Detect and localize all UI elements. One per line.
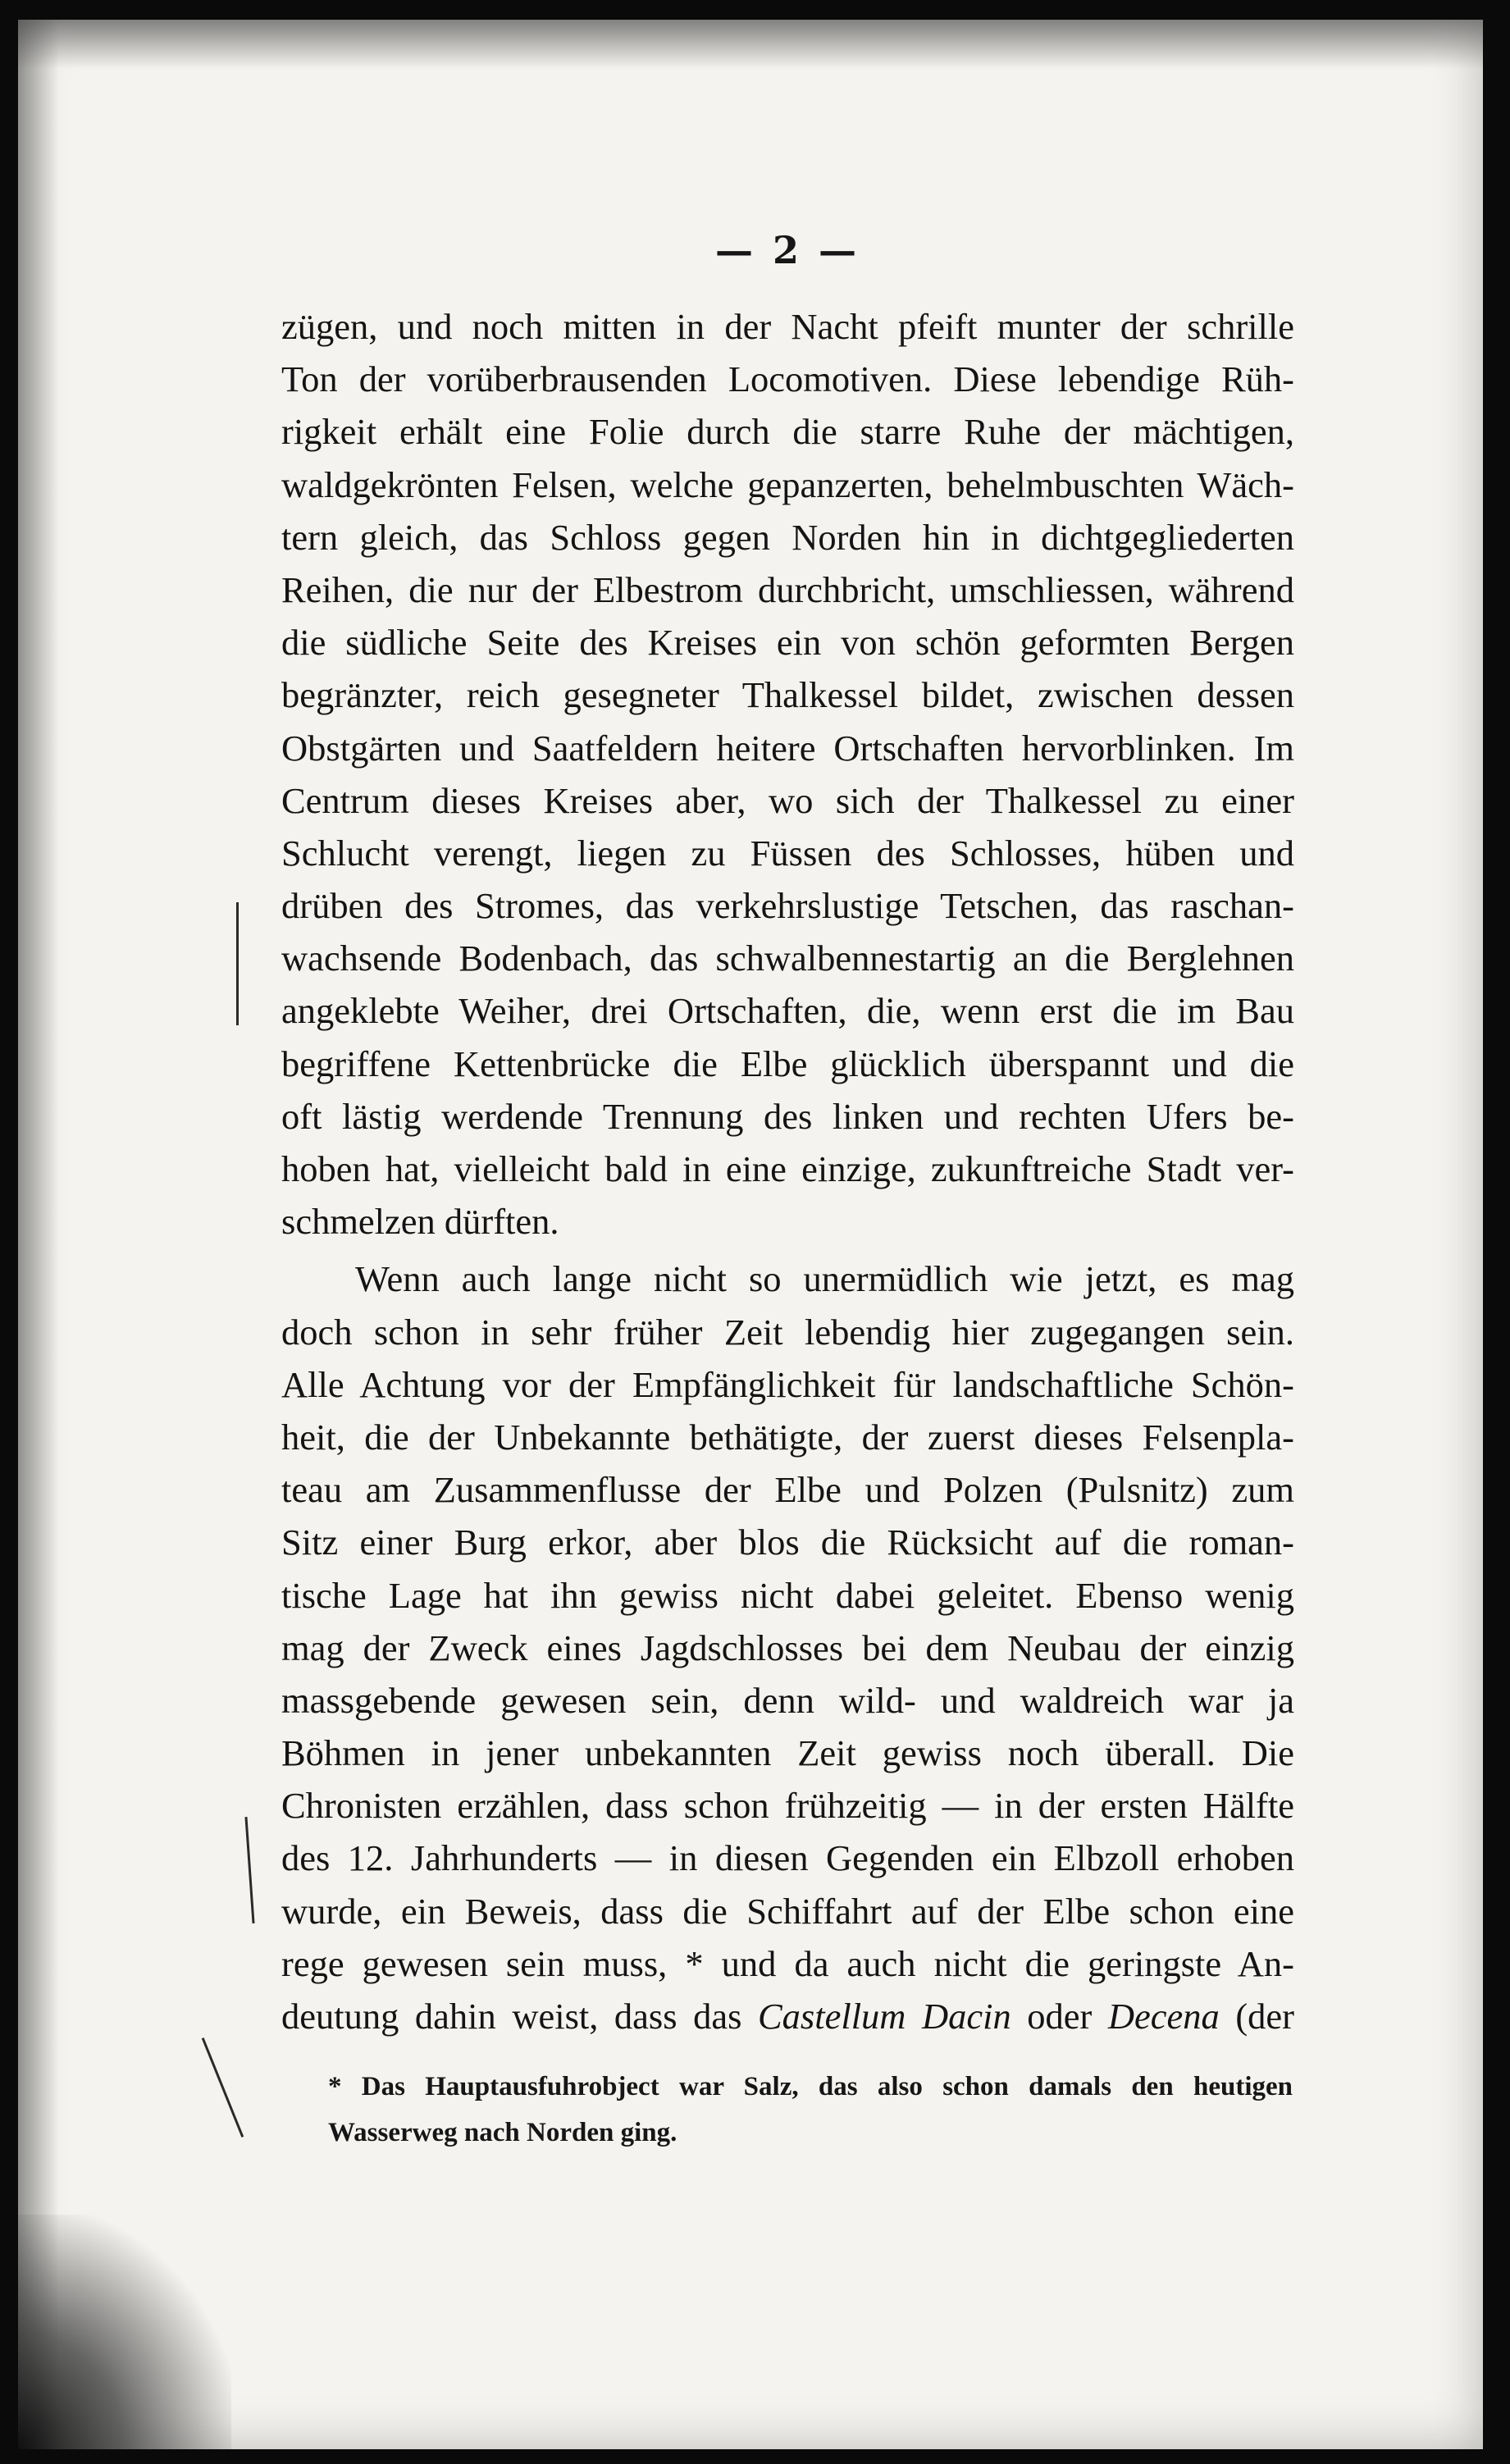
text-line: hoben hat, vielleicht bald in eine einzige, zukunftreiche Stadt ver-	[281, 1148, 1294, 1189]
footnote	[328, 2064, 1293, 2156]
text-line: Centrum dieses Kreises aber, wo sich der Thalkessel zu einer	[281, 779, 1294, 821]
text-line: Schlucht verengt, liegen zu Füssen des Schlosses, hüben und	[281, 832, 1294, 874]
text-line: Reihen, die nur der Elbestrom durchbricht, umschliessen, während	[281, 568, 1294, 610]
text-line: Alle Achtung vor der Empfänglichkeit für landschaftliche Schön-	[281, 1363, 1294, 1405]
text-line: drüben des Stromes, das verkehrslustige Tetschen, das raschan-	[281, 885, 1294, 927]
footnote-line: * Das Hauptausfuhrobject war Salz, das also schon damals den heutigen	[328, 2072, 1293, 2101]
text-line: Obstgärten und Saatfeldern heitere Ortschaften hervorblinken. Im	[281, 727, 1294, 769]
text-line: schmelzen dürften.	[281, 1201, 559, 1243]
text-line: doch schon in sehr früher Zeit lebendig hier zugegangen sein.	[281, 1311, 1294, 1353]
text-segment: oder	[1010, 1996, 1108, 2037]
page-shadow-left	[18, 20, 59, 2449]
text-line: begriffene Kettenbrücke die Elbe glücklich überspannt und die	[281, 1043, 1294, 1084]
text-line: rege gewesen sein muss, * und da auch nicht die geringste An-	[281, 1942, 1294, 1984]
footnote-line: Wasserweg nach Norden ging.	[328, 2118, 677, 2147]
text-line: die südliche Seite des Kreises ein von schön geformten Bergen	[281, 622, 1294, 664]
text-line: wurde, ein Beweis, dass die Schiffahrt auf der Elbe schon eine	[281, 1890, 1294, 1932]
text-line: tische Lage hat ihn gewiss nicht dabei geleitet. Ebenso wenig	[281, 1574, 1294, 1616]
text-line-mixed	[281, 1990, 1294, 2042]
corner-smudge	[18, 2215, 231, 2449]
text-line: wachsende Bodenbach, das schwalbennestartig an die Berglehnen	[281, 938, 1294, 979]
margin-mark-1	[236, 902, 239, 1025]
italic-term: Castellum Dacin	[757, 1996, 1011, 2037]
text-line: rigkeit erhält eine Folie durch die starre Ruhe der mächtigen,	[281, 411, 1294, 453]
text-line: Wenn auch lange nicht so unermüdlich wie jetzt, es mag	[355, 1258, 1294, 1300]
text-line: teau am Zusammenflusse der Elbe und Polzen (Pulsnitz) zum	[281, 1469, 1294, 1511]
italic-term: Decena	[1107, 1996, 1220, 2037]
page-number: — 2 —	[714, 228, 860, 272]
text-line: angeklebte Weiher, drei Ortschaften, die, wenn erst die im Bau	[281, 990, 1294, 1032]
text-line: mag der Zweck eines Jagdschlosses bei dem Neubau der einzig	[281, 1627, 1294, 1668]
page-shadow-top	[18, 20, 1483, 69]
text-line: Ton der vorüberbrausenden Locomotiven. Diese lebendige Rüh-	[281, 358, 1294, 400]
text-line: tern gleich, das Schloss gegen Norden hin in dichtgegliederten	[281, 516, 1294, 558]
text-line: Chronisten erzählen, dass schon frühzeitig — in der ersten Hälfte	[281, 1785, 1294, 1827]
text-line: des 12. Jahrhunderts — in diesen Gegenden ein Elbzoll erhoben	[281, 1837, 1294, 1879]
text-line: zügen, und noch mitten in der Nacht pfeift munter der schrille	[281, 306, 1294, 347]
text-line: massgebende gewesen sein, denn wild- und waldreich war ja	[281, 1679, 1294, 1721]
text-line: begränzter, reich gesegneter Thalkessel bildet, zwischen dessen	[281, 674, 1294, 716]
text-line: Sitz einer Burg erkor, aber blos die Rücksicht auf die roman-	[281, 1522, 1294, 1563]
body-text	[281, 300, 1294, 2042]
text-line: waldgekrönten Felsen, welche gepanzerten, behelmbuschten Wäch-	[281, 463, 1294, 505]
text-segment: deutung dahin weist, dass das	[281, 1996, 758, 2037]
text-line: heit, die der Unbekannte bethätigte, der zuerst dieses Felsenpla-	[281, 1416, 1294, 1458]
text-line: oft lästig werdende Trennung des linken und rechten Ufers be-	[281, 1095, 1294, 1137]
text-line: Böhmen in jener unbekannten Zeit gewiss noch überall. Die	[281, 1732, 1294, 1774]
text-segment: (der	[1219, 1996, 1294, 2037]
